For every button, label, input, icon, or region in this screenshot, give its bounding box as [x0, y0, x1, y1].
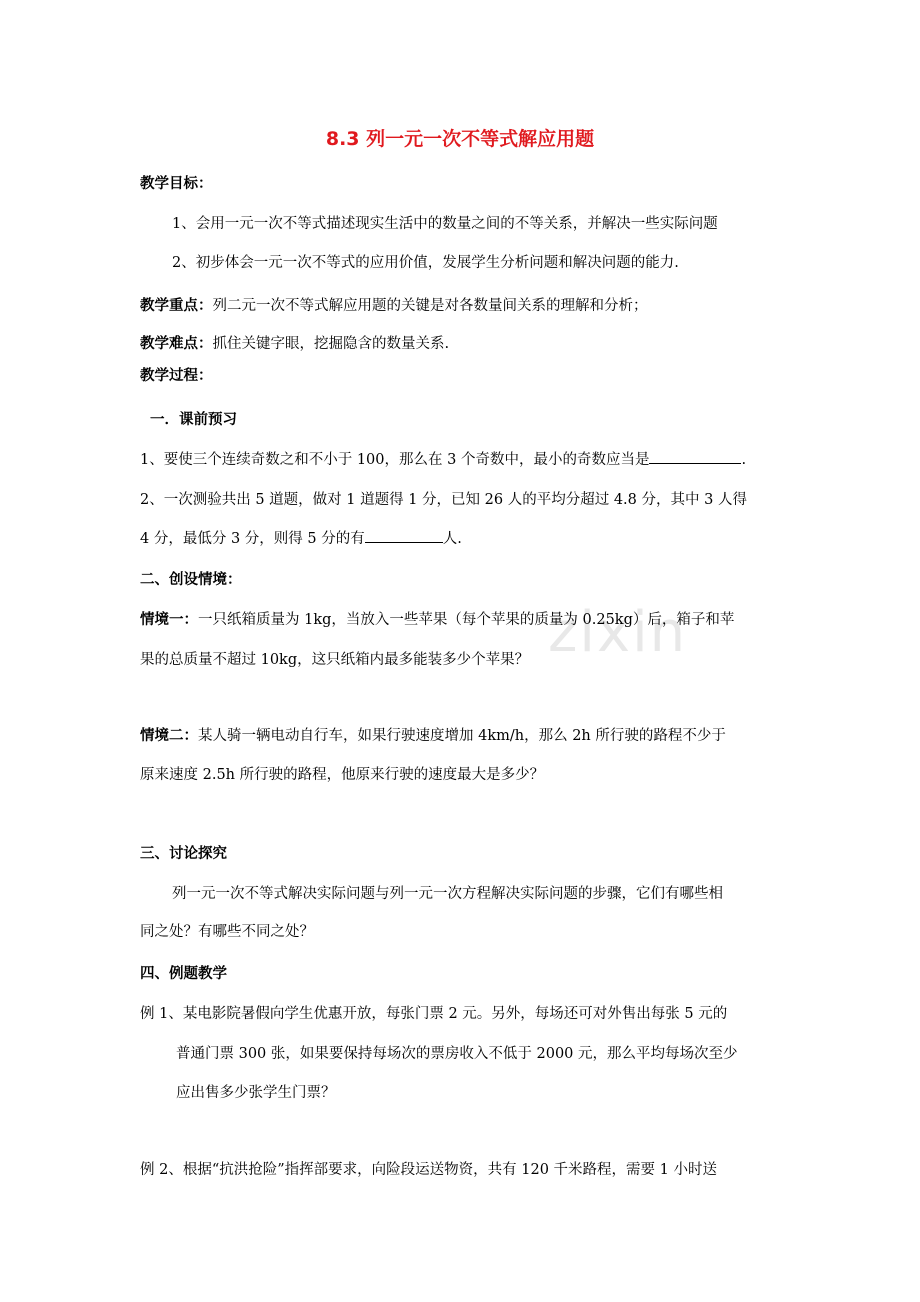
key-point-label: 教学重点： [140, 298, 213, 314]
example-1-line-2: 普通门票 300 张，如果要保持每场次的票房收入不低于 2000 元，那么平均每场次至少 [176, 1046, 738, 1062]
example-1-line-3: 应出售多少张学生门票？ [176, 1085, 336, 1101]
preview-question-2-line-1: 2、一次测验共出 5 道题，做对 1 道题得 1 分，已知 26 人的平均分超过 4.8 分，其中 3 人得 [140, 492, 747, 508]
preview-heading: 一．课前预习 [150, 412, 237, 428]
preview-q2-text: 4 分，最低分 3 分，则得 5 分的有 [140, 531, 365, 547]
watermark: zixin [548, 600, 688, 665]
preview-q2-end: 人. [442, 531, 462, 547]
preview-q1-text: 1、要使三个连续奇数之和不小于 100，那么在 3 个奇数中，最小的奇数应当是 [140, 452, 650, 468]
process-heading: 教学过程： [140, 368, 213, 384]
preview-q1-end: . [741, 452, 747, 468]
objective-item-1: 1、会用一元一次不等式描述现实生活中的数量之间的不等关系，并解决一些实际问题 [172, 216, 718, 232]
scenario-2-text: 某人骑一辆电动自行车，如果行驶速度增加 4km/h，那么 2h 所行驶的路程不少于 [198, 728, 726, 744]
discussion-line-1: 列一元一次不等式解决实际问题与列一元一次方程解决实际问题的步骤，它们有哪些相 [172, 886, 723, 902]
scenario-1-line-2: 果的总质量不超过 10kg，这只纸箱内最多能装多少个苹果？ [140, 652, 530, 668]
key-point-text: 列二元一次不等式解应用题的关键是对各数量间关系的理解和分析； [212, 298, 648, 314]
objectives-heading: 教学目标： [140, 176, 213, 192]
answer-blank-2[interactable] [365, 528, 443, 543]
examples-heading: 四、例题教学 [140, 966, 227, 982]
scenario-1-label: 情境一： [140, 612, 198, 628]
answer-blank-1[interactable] [649, 449, 741, 464]
scenario-heading: 二、创设情境： [140, 572, 242, 588]
discussion-heading: 三、讨论探究 [140, 846, 227, 862]
page-title: 8.3 列一元一次不等式解应用题 [325, 128, 595, 150]
preview-question-2-line-2 [140, 527, 462, 548]
discussion-line-2: 同之处？有哪些不同之处？ [140, 924, 314, 940]
key-point [140, 294, 648, 315]
example-2-line-1: 例 2、根据“抗洪抢险”指挥部要求，向险段运送物资，共有 120 千米路程，需要 1 小时送 [140, 1162, 717, 1178]
scenario-2-line-2: 原来速度 2.5h 所行驶的路程，他原来行驶的速度最大是多少？ [140, 767, 545, 783]
objective-item-2: 2、初步体会一元一次不等式的应用价值，发展学生分析问题和解决问题的能力. [172, 255, 679, 271]
preview-question-1 [140, 448, 746, 469]
scenario-1-text: 一只纸箱质量为 1kg，当放入一些苹果（每个苹果的质量为 0.25kg）后，箱子和苹 [198, 612, 735, 628]
scenario-2-label: 情境二： [140, 728, 198, 744]
scenario-1-line-1 [140, 608, 734, 629]
difficulty-label: 教学难点： [140, 336, 213, 352]
scenario-2-line-1 [140, 724, 726, 745]
difficulty [140, 332, 449, 353]
example-1-line-1: 例 1、某电影院暑假向学生优惠开放，每张门票 2 元。另外，每场还可对外售出每张 5 元的 [140, 1006, 728, 1022]
difficulty-text: 抓住关键字眼，挖掘隐含的数量关系. [212, 336, 450, 352]
